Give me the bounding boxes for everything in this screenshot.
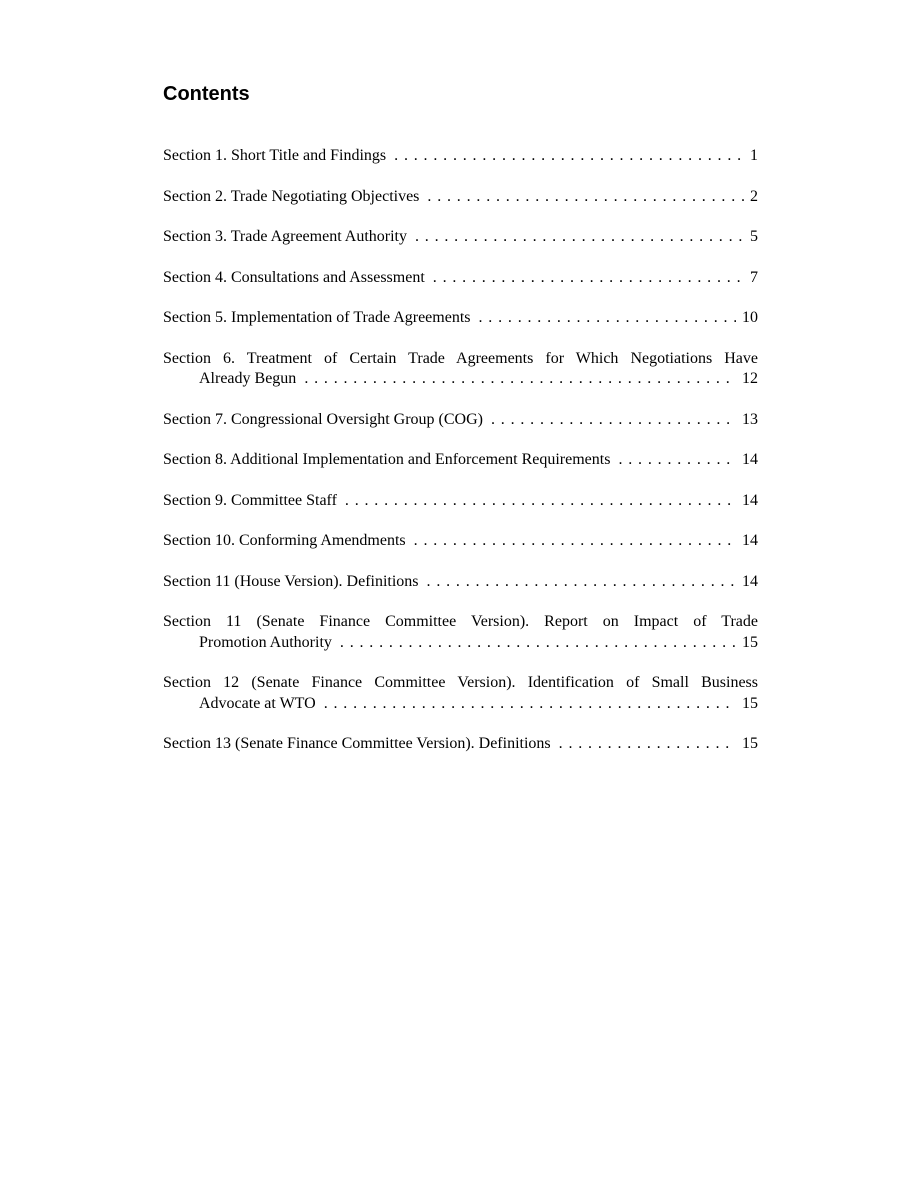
- toc-entry-title: Section 6. Treatment of Certain Trade Agreements for Which Negotiations Have: [163, 349, 758, 367]
- toc-entry-title: Section 13 (Senate Finance Committee Version). Definitions: [163, 735, 551, 752]
- toc-entry-title: Section 1. Short Title and Findings: [163, 147, 387, 164]
- toc-page-number: 14: [742, 451, 758, 468]
- dot-leader: [324, 694, 736, 715]
- toc-entry-section-1[interactable]: [163, 146, 758, 167]
- toc-entry-section-4[interactable]: [163, 268, 758, 289]
- toc-entry-title: Section 9. Committee Staff: [163, 491, 337, 509]
- toc-entry-section-9[interactable]: [163, 491, 758, 512]
- toc-entry-section-7[interactable]: [163, 410, 758, 431]
- toc-page-number: 15: [742, 633, 758, 651]
- toc-entry-title: Section 10. Conforming Amendments: [163, 532, 406, 549]
- toc-entry-title: Section 3. Trade Agreement Authority: [163, 228, 407, 245]
- dot-leader: [559, 734, 736, 755]
- toc-page-number: 1: [750, 147, 758, 164]
- dot-leader: [427, 187, 744, 208]
- toc-entry-title: Section 12 (Senate Finance Committee Version). Identification of Small Business: [163, 674, 758, 691]
- toc-page-number: 14: [742, 572, 758, 590]
- dot-leader: [414, 531, 736, 552]
- toc-entry-section-5[interactable]: [163, 308, 758, 329]
- toc-page-number: 7: [750, 268, 758, 286]
- dot-leader: [433, 268, 744, 289]
- dot-leader: [479, 308, 737, 329]
- toc-entry-title: Section 5. Implementation of Trade Agreements: [163, 309, 471, 326]
- toc-entry-title-continued: Already Begun: [199, 370, 297, 387]
- dot-leader: [427, 572, 736, 593]
- dot-leader: [345, 491, 736, 512]
- toc-entry-title: Section 7. Congressional Oversight Group (COG): [163, 410, 483, 428]
- toc-entry-section-8[interactable]: [163, 450, 758, 471]
- toc-page-number: 13: [742, 410, 758, 428]
- toc-page-number: 14: [742, 491, 758, 509]
- dot-leader: [394, 146, 744, 167]
- table-of-contents: [163, 146, 758, 755]
- toc-entry-title: Section 2. Trade Negotiating Objectives: [163, 187, 420, 205]
- toc-entry-title: Section 8. Additional Implementation and Enforcement Requirements: [163, 451, 611, 468]
- toc-entry-section-12-senate[interactable]: [163, 673, 758, 714]
- toc-entry-section-13-senate[interactable]: [163, 734, 758, 755]
- toc-page-number: 5: [750, 228, 758, 245]
- dot-leader: [491, 410, 736, 431]
- toc-entry-section-11-senate[interactable]: [163, 612, 758, 653]
- dot-leader: [340, 633, 736, 654]
- toc-entry-title: Section 11 (House Version). Definitions: [163, 572, 419, 590]
- dot-leader: [618, 450, 736, 471]
- toc-page-number: 2: [750, 187, 758, 205]
- toc-page-number: 15: [742, 694, 758, 712]
- toc-page-number: 12: [742, 370, 758, 387]
- toc-page-number: 10: [742, 309, 758, 326]
- dot-leader: [304, 369, 736, 390]
- toc-entry-section-2[interactable]: [163, 187, 758, 208]
- toc-entry-title: Section 11 (Senate Finance Committee Version). Report on Impact of Trade: [163, 613, 758, 630]
- dot-leader: [415, 227, 744, 248]
- contents-page: [163, 82, 758, 775]
- toc-page-number: 14: [742, 532, 758, 549]
- toc-entry-section-11-house[interactable]: [163, 572, 758, 593]
- toc-entry-section-6[interactable]: [163, 349, 758, 390]
- toc-entry-title: Section 4. Consultations and Assessment: [163, 268, 425, 286]
- toc-entry-section-3[interactable]: [163, 227, 758, 248]
- toc-page-number: 15: [742, 735, 758, 752]
- page-title: Contents: [163, 83, 250, 105]
- toc-entry-title-continued: Promotion Authority: [199, 633, 332, 651]
- toc-entry-title-continued: Advocate at WTO: [199, 694, 316, 712]
- toc-entry-section-10[interactable]: [163, 531, 758, 552]
